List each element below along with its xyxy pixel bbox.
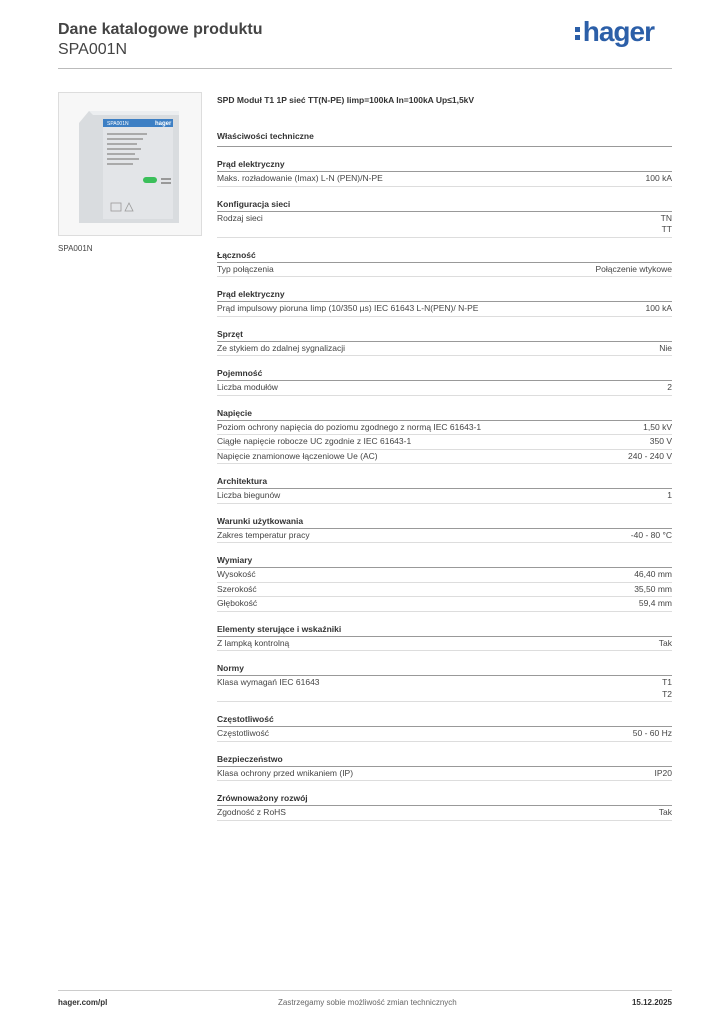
spec-label: Ciągłe napięcie robocze UC zgodnie z IEC 61643-1 <box>217 436 412 446</box>
logo-dots-icon <box>575 24 581 43</box>
spec-value-line: Nie <box>659 342 672 353</box>
spec-value <box>650 436 672 448</box>
spec-row <box>217 529 672 544</box>
spec-group <box>217 624 672 652</box>
spec-group-title: Architektura <box>217 476 672 489</box>
spec-value <box>667 490 672 502</box>
spec-group-title: Bezpieczeństwo <box>217 754 672 767</box>
spec-row <box>217 435 672 450</box>
spec-value-line: Tak <box>658 807 672 817</box>
spec-value <box>662 677 672 700</box>
spec-group-title: Sprzęt <box>217 329 672 342</box>
spec-label: Głębokość <box>217 598 258 608</box>
spec-group <box>217 289 672 317</box>
spec-label: Rodzaj sieci <box>217 212 263 223</box>
spec-label: Typ połączenia <box>217 263 274 274</box>
footer-note: Zastrzegamy sobie możliwość zmian technicznych <box>278 998 457 1007</box>
spec-value <box>595 264 672 276</box>
spec-value <box>643 422 672 434</box>
spec-value-line: TT <box>661 224 672 234</box>
spec-row <box>217 302 672 317</box>
spec-group <box>217 793 672 821</box>
spec-value-line: 1 <box>667 490 672 500</box>
specs-content <box>217 95 672 821</box>
footer-website[interactable]: hager.com/pl <box>58 998 108 1007</box>
spec-label: Zgodność z RoHS <box>217 807 286 817</box>
page-header <box>58 20 262 60</box>
footer-divider <box>58 990 672 991</box>
spec-value-line: TN <box>660 212 672 223</box>
spec-label: Napięcie znamionowe łączeniowe Ue (AC) <box>217 450 378 461</box>
spec-group <box>217 250 672 278</box>
spec-value <box>634 569 672 581</box>
spec-group <box>217 754 672 782</box>
spec-value-line: -40 - 80 °C <box>630 529 672 540</box>
spec-row <box>217 727 672 742</box>
spec-group <box>217 408 672 465</box>
spec-label: Z lampką kontrolną <box>217 637 290 648</box>
spec-row <box>217 172 672 187</box>
image-caption: SPA001N <box>58 244 93 253</box>
spec-group-title: Pojemność <box>217 368 672 381</box>
spec-row <box>217 806 672 821</box>
spec-row <box>217 421 672 436</box>
spec-group <box>217 663 672 702</box>
properties-heading: Właściwości techniczne <box>217 131 672 147</box>
spec-group-title: Elementy sterujące i wskaźniki <box>217 624 672 637</box>
spec-row <box>217 212 672 238</box>
spec-group-title: Wymiary <box>217 555 672 568</box>
spec-label: Liczba biegunów <box>217 490 281 500</box>
svg-text:SPA001N: SPA001N <box>107 121 129 127</box>
spec-group-title: Normy <box>217 663 672 676</box>
spec-group <box>217 516 672 544</box>
spec-value-line: 350 V <box>649 436 672 446</box>
spec-row <box>217 381 672 396</box>
product-description: SPD Moduł T1 1P sieć TT(N-PE) Iimp=100kA In=100kA Up≤1,5kV <box>217 95 475 105</box>
spec-group-title: Napięcie <box>217 408 672 421</box>
spec-value <box>628 451 672 463</box>
spec-label: Częstotliwość <box>217 728 269 738</box>
spec-row <box>217 263 672 278</box>
spec-value-line: 50 - 60 Hz <box>632 728 672 738</box>
hager-logo: hager <box>575 16 654 48</box>
spec-value-line: 59,4 mm <box>638 598 672 608</box>
spec-value-line: 2 <box>667 382 672 392</box>
spec-value-line: 240 - 240 V <box>628 450 672 461</box>
spec-value <box>655 768 673 780</box>
spec-group-title: Częstotliwość <box>217 714 672 727</box>
spec-row <box>217 568 672 583</box>
spec-value-line: Tak <box>658 637 672 648</box>
spec-value-line: IP20 <box>654 767 672 778</box>
spec-value <box>633 728 672 740</box>
spec-label: Klasa ochrony przed wnikaniem (IP) <box>217 767 354 778</box>
spec-value <box>646 303 672 315</box>
spec-value <box>661 213 672 236</box>
spec-group-title: Prąd elektryczny <box>217 289 672 302</box>
spec-value <box>639 598 672 610</box>
spec-group-title: Łączność <box>217 250 672 263</box>
spec-value <box>659 807 672 819</box>
spec-value <box>659 343 672 355</box>
spec-group <box>217 555 672 612</box>
spec-groups <box>217 159 672 821</box>
spec-row <box>217 450 672 465</box>
spec-value-line: T1 <box>662 677 672 687</box>
spec-value-line: 100 kA <box>645 173 672 183</box>
spec-label: Zakres temperatur pracy <box>217 529 310 540</box>
spec-row <box>217 342 672 357</box>
product-image <box>58 92 202 236</box>
spec-group-title: Warunki użytkowania <box>217 516 672 529</box>
spec-group <box>217 329 672 357</box>
spec-label: Prąd impulsowy pioruna Iimp (10/350 µs) IEC 61643 L-N(PEN)/ N-PE <box>217 303 479 313</box>
spec-group <box>217 199 672 238</box>
spec-label: Poziom ochrony napięcia do poziomu zgodnego z normą IEC 61643-1 <box>217 421 482 432</box>
spec-group-title: Konfiguracja sieci <box>217 199 672 212</box>
spec-value-line: Połączenie wtykowe <box>595 263 672 274</box>
header-divider <box>58 68 672 69</box>
document-title: Dane katalogowe produktu <box>58 21 263 38</box>
footer-date: 15.12.2025 <box>631 998 672 1007</box>
spec-value-line: 46,40 mm <box>634 569 672 579</box>
spec-label: Szerokość <box>217 583 257 594</box>
spec-value-line: T2 <box>662 688 672 699</box>
spec-group <box>217 159 672 187</box>
spec-value <box>667 382 672 394</box>
spec-value <box>631 530 672 542</box>
spec-row <box>217 597 672 612</box>
spec-row <box>217 637 672 652</box>
spec-value-line: 100 kA <box>645 303 672 313</box>
spec-label: Klasa wymagań IEC 61643 <box>217 677 320 687</box>
spec-row <box>217 767 672 782</box>
spec-group <box>217 476 672 504</box>
spec-row <box>217 583 672 598</box>
spec-group <box>217 714 672 742</box>
spec-label: Wysokość <box>217 569 256 579</box>
spec-group <box>217 368 672 396</box>
spec-row <box>217 676 672 702</box>
product-code: SPA001N <box>58 41 128 58</box>
spec-label: Maks. rozładowanie (Imax) L-N (PEN)/N-PE <box>217 173 383 183</box>
spec-value <box>634 584 672 596</box>
spec-group-title: Zrównoważony rozwój <box>217 793 672 806</box>
spec-value-line: 1,50 kV <box>643 421 672 432</box>
spec-value <box>646 173 672 185</box>
spec-value <box>659 638 672 650</box>
spec-group-title: Prąd elektryczny <box>217 159 672 172</box>
spec-value-line: 35,50 mm <box>634 583 672 594</box>
svg-text:hager: hager <box>155 121 172 127</box>
spec-label: Liczba modułów <box>217 382 278 392</box>
spec-label: Ze stykiem do zdalnej sygnalizacji <box>217 342 346 353</box>
spec-row <box>217 489 672 504</box>
